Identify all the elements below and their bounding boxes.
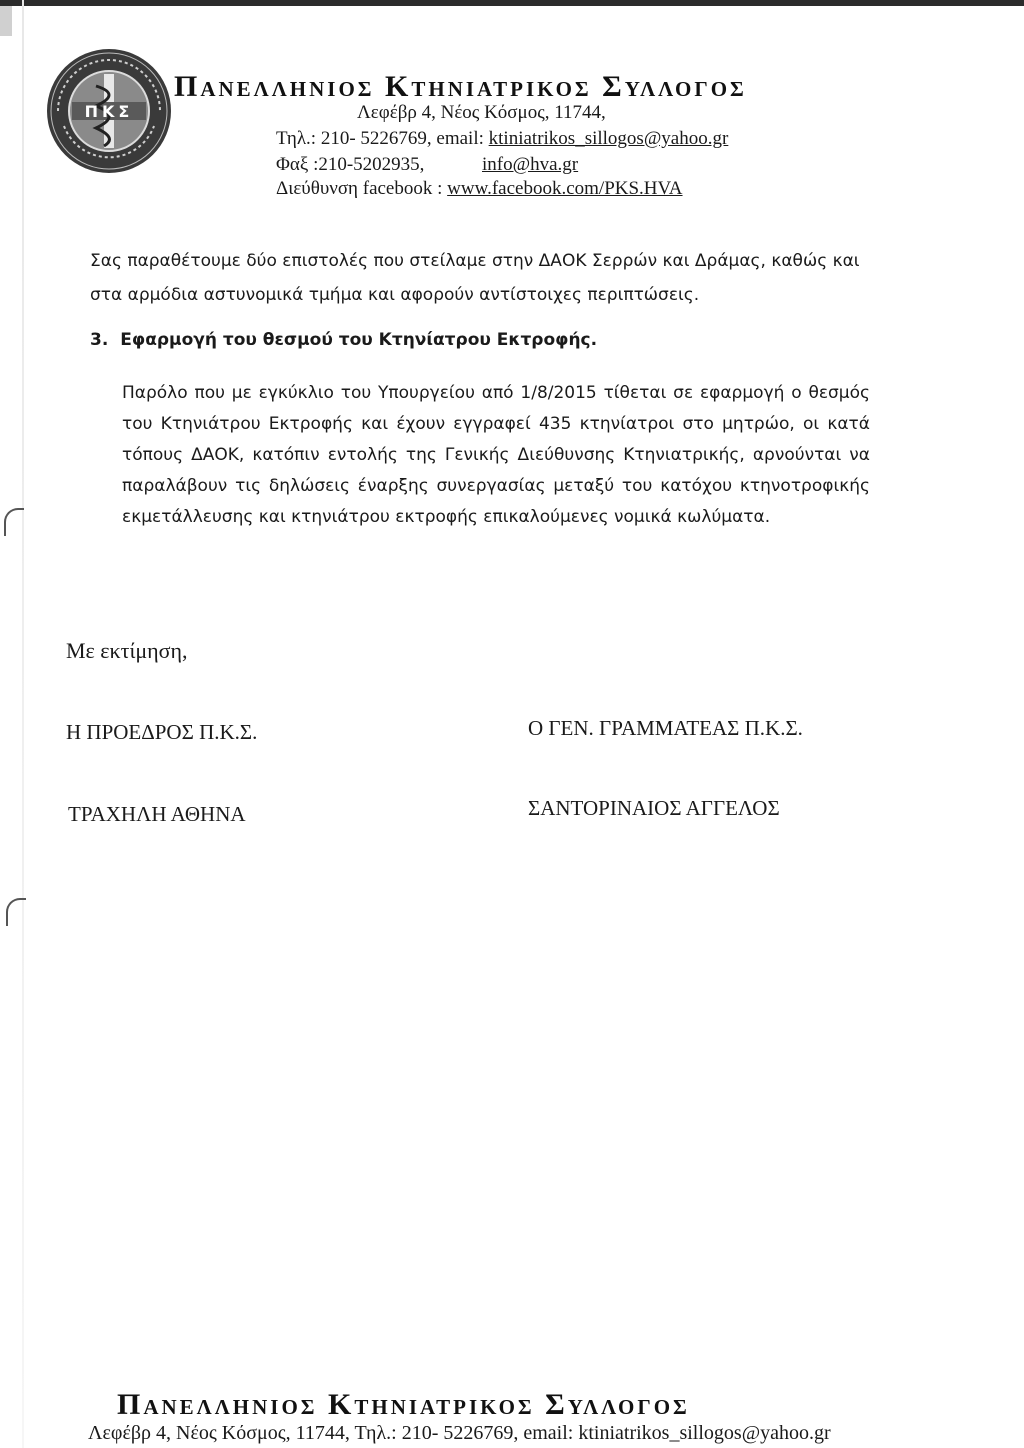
scan-fold-line (22, 0, 24, 1448)
email-link[interactable]: ktiniatrikos_sillogos@yahoo.gr (488, 128, 729, 149)
letterhead-phone-email (276, 128, 728, 150)
org-title: Πανελληνιος Κτηνιατρικος Συλλογος (174, 70, 747, 103)
secretary-role: Ο ΓΕΝ. ΓΡΑΜΜΑΤΕΑΣ Π.Κ.Σ. (528, 716, 803, 740)
association-seal-icon (44, 46, 174, 176)
punch-hole-mark (4, 508, 24, 536)
footer-org-title: Πανελληνιος Κτηνιατρικος Συλλογος (117, 1388, 690, 1421)
facebook-label: Διεύθυνση facebook : (276, 178, 448, 199)
facebook-link[interactable]: www.facebook.com/PKS.HVA (447, 178, 683, 199)
seal-letters: ΠΚΣ (84, 102, 134, 121)
secretary-name: ΣΑΝΤΟΡΙΝΑΙΟΣ ΑΓΓΕΛΟΣ (528, 796, 780, 820)
scan-top-edge (0, 0, 1024, 6)
section-heading (90, 330, 597, 350)
footer-contact-line: Λεφέβρ 4, Νέος Κόσμος, 11744, Τηλ.: 210- 5226769, email: ktiniatrikos_sillogos@yahoo.gr (88, 1422, 831, 1444)
letterhead-facebook (276, 178, 683, 200)
letterhead-address: Λεφέβρ 4, Νέος Κόσμος, 11744, (357, 102, 606, 123)
closing-greeting: Με εκτίμηση, (66, 638, 188, 663)
section-paragraph: Παρόλο που με εγκύκλιο του Υπουργείου από 1/8/2015 τίθεται σε εφαρμογή ο θεσμός του Κτηνιάτρου Εκτροφής και έχουν εγγραφεί 435 κτηνίατροι στο μητρώο, οι κατά τόπους ΔΑΟΚ, κατόπιν εντολής της Γενικής Διεύθυνσης Κτηνιατρικής, αρνούνται να παραλάβουν τις δηλώσεις έναρξης συνεργασίας μεταξύ του κατόχου κτηνοτροφικής εκμετάλλευσης και κτηνιάτρου εκτροφής επικαλούμενες νομικά κωλύματα. (122, 383, 870, 527)
intro-paragraph: Σας παραθέτουμε δύο επιστολές που στείλαμε στην ΔΑΟΚ Σερρών και Δράμας, καθώς και στα αρμόδια αστυνομικά τμήμα και αφορούν αντίστοιχες περιπτώσεις. (90, 251, 860, 305)
president-name: ΤΡΑΧΗΛΗ ΑΘΗΝΑ (68, 802, 246, 826)
section-title: Εφαρμογή του θεσμού του Κτηνίατρου Εκτροφής. (120, 330, 598, 350)
scan-left-edge (0, 6, 12, 36)
punch-hole-mark (6, 898, 26, 926)
info-email-link[interactable]: info@hva.gr (482, 154, 579, 175)
section-number: 3. (90, 330, 109, 350)
letterhead-fax: Φαξ :210-5202935, (276, 154, 425, 175)
president-role: Η ΠΡΟΕΔΡΟΣ Π.Κ.Σ. (66, 720, 258, 744)
phone-label: Τηλ.: 210- 5226769, email: (276, 128, 489, 149)
